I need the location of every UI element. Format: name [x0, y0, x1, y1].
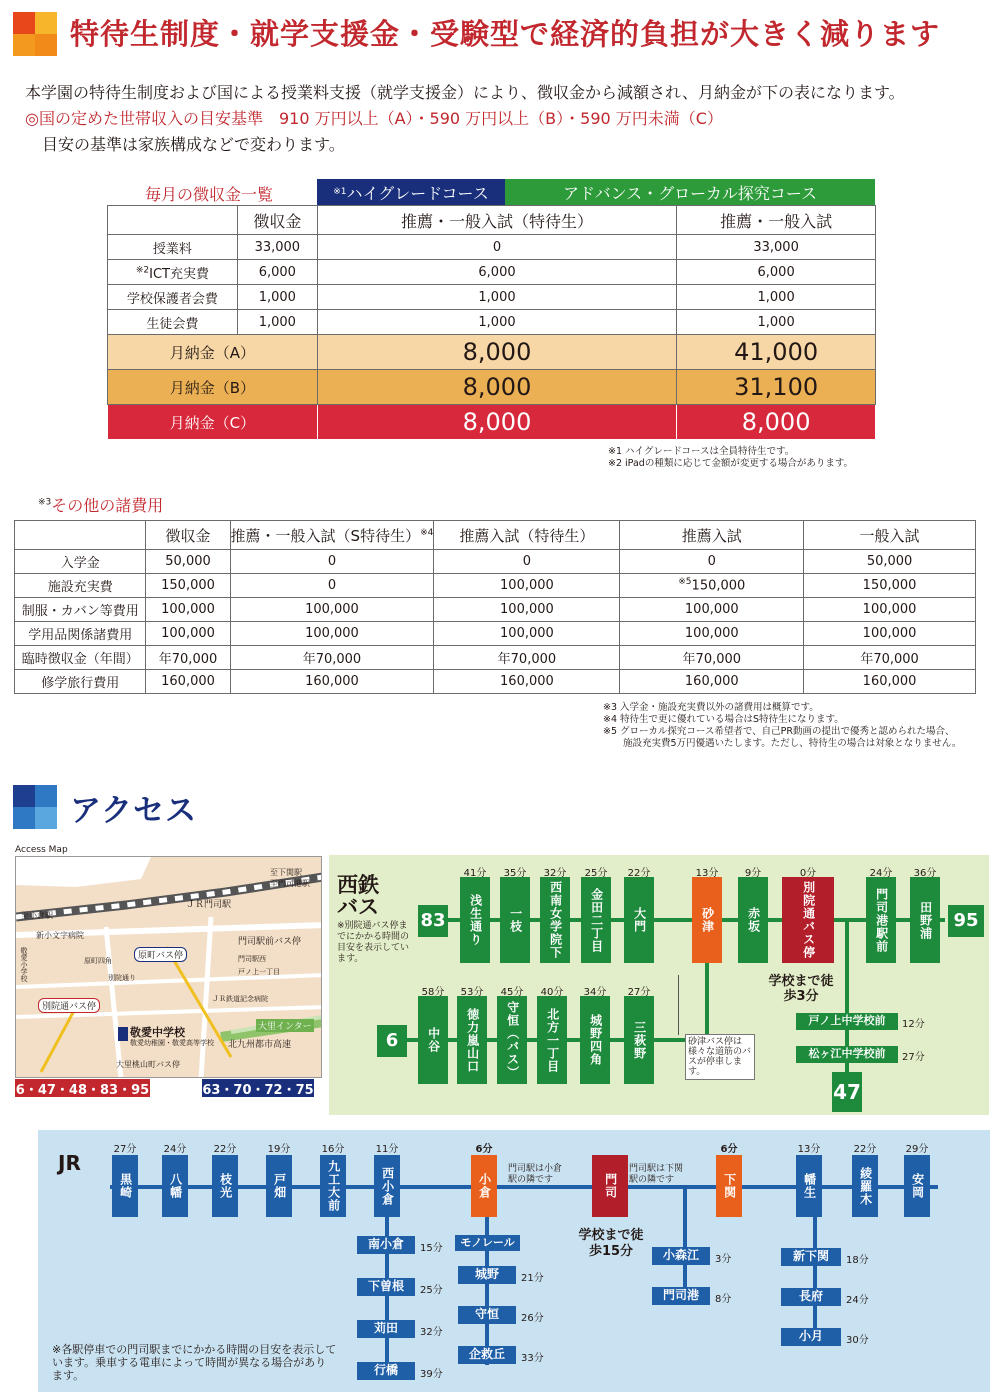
cell: 100,000	[434, 622, 620, 646]
row-label: 臨時徴収金（年間）	[15, 646, 146, 670]
cell: 1,000	[677, 285, 876, 310]
bus-stop-matsugae: 松ヶ江中学校前	[796, 1046, 898, 1063]
col-header: 徴収金	[237, 206, 317, 235]
jr-station-min: 11分	[375, 1144, 399, 1155]
total-value: 8,000	[317, 370, 676, 405]
course-name: ハイグレードコース	[346, 183, 489, 203]
bus-stop-min: 0分	[799, 868, 817, 879]
bus-stop-min: 58分	[421, 987, 445, 998]
bus-note: ※別院通バス停までにかかる時間の目安を表示しています。	[337, 921, 410, 964]
bus-stop-min: 34分	[583, 987, 607, 998]
jr-station-min: 16分	[321, 1144, 345, 1155]
jr-station-min: 33分	[521, 1353, 544, 1364]
col-header	[230, 521, 434, 550]
bus-stop: 中谷	[418, 996, 448, 1084]
route-47-badge: 47	[832, 1072, 862, 1112]
route-95-badge: 95	[948, 905, 984, 937]
access-title: アクセス	[70, 793, 198, 829]
map-place: 至小倉駅	[21, 911, 53, 920]
jr-station-min: 8分	[715, 1294, 732, 1305]
table-row	[108, 260, 876, 285]
bus-stop-min: 9分	[744, 868, 762, 879]
bus-stop-min: 22分	[627, 868, 651, 879]
footnote: ※3 入学金・施設充実費以外の諸費用は概算です。	[603, 702, 819, 713]
note-mark: ※3	[38, 497, 52, 508]
map-bus-stop: 原町バス停	[134, 947, 187, 962]
footnote: ※4 特待生で更に優れている場合はS特待生になります。	[603, 714, 844, 725]
jr-station-min: 3分	[715, 1254, 732, 1265]
route-6-badge: 6	[377, 1025, 407, 1057]
bus-title: バス	[337, 895, 379, 919]
note-mark: ※1	[333, 187, 347, 197]
other-fees-label	[38, 493, 163, 516]
map-place: 至門司港駅	[270, 879, 310, 888]
jr-branch-station: 小森江	[652, 1247, 710, 1265]
table-row	[15, 646, 976, 670]
total-value: 8,000	[317, 335, 676, 370]
jr-station: 幡生	[796, 1155, 822, 1217]
map-place: 大里桃山町バス停	[116, 1060, 180, 1069]
bus-stop-min: 12分	[902, 1019, 925, 1030]
cell: 0	[230, 550, 434, 574]
cell: 年70,000	[146, 646, 230, 670]
jr-line-branch	[683, 1185, 687, 1295]
cell	[620, 574, 804, 598]
jr-branch-station: 新下関	[781, 1248, 841, 1266]
cell: 年70,000	[804, 646, 976, 670]
table-corner	[15, 521, 146, 550]
bus-stop-tonoue: 戸ノ上中学校前	[796, 1013, 898, 1030]
criteria-note: 目安の基準は家族構成などで変わります。	[42, 135, 345, 154]
jr-branch-station: 南小倉	[357, 1236, 415, 1254]
total-value: 41,000	[677, 335, 876, 370]
bus-stop-min: 27分	[627, 987, 651, 998]
cell: 100,000	[804, 622, 976, 646]
jr-station: 綾羅木	[852, 1155, 878, 1217]
cell: 100,000	[434, 574, 620, 598]
total-value: 8,000	[677, 405, 876, 440]
cell: 160,000	[230, 670, 434, 694]
jr-branch-station: 長府	[781, 1288, 841, 1306]
cell-value: 150,000	[691, 578, 746, 594]
monorail-label: モノレール	[455, 1235, 520, 1251]
total-value: 8,000	[317, 405, 676, 440]
map-place: ＪＲ鉄道記念病院	[212, 995, 268, 1003]
jr-station: 西小倉	[374, 1155, 400, 1217]
cell: 年70,000	[230, 646, 434, 670]
map-place: 戸ノ上一丁目	[238, 968, 280, 976]
jr-station-min: 22分	[853, 1144, 877, 1155]
jr-station-min: 25分	[420, 1285, 443, 1296]
footnote: ※2 iPadの種類に応じて金額が変更する場合があります。	[608, 458, 854, 469]
cell: 100,000	[230, 622, 434, 646]
col-header: 推薦・一般入試（特待生）	[317, 206, 676, 235]
map-place: 大里インター	[256, 1019, 314, 1032]
bus-title: 西鉄	[337, 873, 379, 897]
jr-station: 枝光	[212, 1155, 238, 1217]
bus-stop-min: 53分	[460, 987, 484, 998]
jr-station-min: 26分	[521, 1313, 544, 1324]
jr-station: 門司	[592, 1155, 628, 1217]
bus-stop-min: 13分	[695, 868, 719, 879]
bus-stop-min: 25分	[584, 868, 608, 879]
cell: 100,000	[146, 622, 230, 646]
jr-branch-station: 下曽根	[357, 1278, 415, 1296]
cell: 100,000	[230, 598, 434, 622]
table-row	[108, 285, 876, 310]
bus-stop: 砂津	[692, 877, 722, 963]
bus-stop-min: 32分	[543, 868, 567, 879]
row-label: 授業料	[152, 241, 192, 257]
jr-station-min: 30分	[846, 1335, 869, 1346]
income-criteria: ◎国の定めた世帯収入の目安基準 910 万円以上（A）・590 万円以上（B）・590 万円未満（C）	[25, 109, 723, 128]
bus-stop-min: 41分	[463, 868, 487, 879]
shimonoseki-note: 門司駅は下関駅の隣です	[629, 1164, 684, 1185]
total-row-a	[108, 335, 876, 370]
jr-station-min: 19分	[267, 1144, 291, 1155]
bus-stop-min: 27分	[902, 1052, 925, 1063]
row-label: 入学金	[15, 550, 146, 574]
bus-routes-right: 63・70・72・75	[202, 1079, 314, 1097]
map-place: 門司駅西	[238, 955, 266, 963]
map-school-sub: 敬愛幼稚園・敬愛高等学校	[130, 1039, 214, 1047]
map-place: ＪＲ門司駅	[186, 900, 232, 910]
cell: 160,000	[620, 670, 804, 694]
other-fees-table	[14, 520, 976, 694]
jr-station-min: 15分	[420, 1243, 443, 1254]
cell: 100,000	[146, 598, 230, 622]
table-row	[15, 574, 976, 598]
map-place: 原町四角	[84, 957, 112, 965]
cell: 年70,000	[620, 646, 804, 670]
bus-walk-note: 学校まで徒歩3分	[768, 974, 834, 1004]
row-label: 学校保護者会費	[108, 285, 238, 310]
access-logo	[13, 785, 57, 829]
bus-stop: 三萩野	[624, 996, 654, 1084]
jr-station-min: 6分	[475, 1144, 493, 1155]
col-header: 徴収金	[146, 521, 230, 550]
total-label: 月納金（C）	[108, 405, 318, 440]
bus-routes-left: 6・47・48・83・95	[15, 1079, 150, 1097]
jr-station-min: 21分	[521, 1273, 544, 1284]
monthly-table-label: 毎月の徴収金一覧	[145, 185, 274, 204]
col-header: 一般入試	[804, 521, 976, 550]
jr-station: 九工大前	[320, 1155, 346, 1217]
cell: 6,000	[237, 260, 317, 285]
jr-station-min: 32分	[420, 1327, 443, 1338]
jr-station-min: 39分	[420, 1369, 443, 1380]
cell: 0	[620, 550, 804, 574]
note-mark: ※4	[420, 527, 434, 538]
kokura-note: 門司駅は小倉駅の隣です	[508, 1164, 563, 1185]
cell: 0	[317, 235, 676, 260]
bus-stop: 守恒（バス）	[497, 996, 527, 1084]
cell: 0	[230, 574, 434, 598]
footnote: ※5 グローカル探究コース希望者で、自己PR動画の提出で優秀と認められた場合、	[603, 726, 955, 737]
map-bus-stop-betsuin: 別院通バス停	[38, 998, 100, 1013]
bus-stop-min: 35分	[503, 868, 527, 879]
col-header: 推薦・一般入試	[677, 206, 876, 235]
bus-stop: 門司港駅前	[866, 877, 896, 963]
row-label: 施設充実費	[15, 574, 146, 598]
jr-station: 戸畑	[266, 1155, 292, 1217]
jr-title: JR	[58, 1151, 81, 1175]
cell: 160,000	[434, 670, 620, 694]
jr-branch-station: 苅田	[357, 1320, 415, 1338]
cell: 1,000	[317, 310, 676, 335]
cell: 年70,000	[434, 646, 620, 670]
jr-branch-station: 城野	[458, 1266, 516, 1284]
course-header-advance: アドバンス・グローカル探究コース	[505, 179, 875, 205]
total-label: 月納金（A）	[108, 335, 318, 370]
sunatsu-note: 砂津バス停は様々な道筋のバスが停車します。	[685, 1034, 755, 1080]
cell: 160,000	[146, 670, 230, 694]
intro-text: 本学園の特待生制度および国による授業料支援（就学支援金）により、徴収金から減額され、月納金が下の表になります。	[25, 83, 905, 102]
cell: 100,000	[620, 598, 804, 622]
cell: 33,000	[677, 235, 876, 260]
cell: 50,000	[804, 550, 976, 574]
bus-stop: 徳力嵐山口	[457, 996, 487, 1084]
cell: 50,000	[146, 550, 230, 574]
note-mark: ※2	[135, 265, 150, 276]
bus-stop: 一枝	[500, 877, 530, 963]
bus-stop: 城野四角	[580, 996, 610, 1084]
bus-stop-min: 45分	[500, 987, 524, 998]
jr-branch-station: 企救丘	[458, 1346, 516, 1364]
table-row	[108, 310, 876, 335]
jr-branch-station: 行橋	[357, 1362, 415, 1380]
cell: 100,000	[620, 622, 804, 646]
col-header: 推薦入試（特待生）	[434, 521, 620, 550]
jr-branch-station: 小月	[781, 1328, 841, 1346]
bus-stop: 浅生通り	[460, 877, 490, 963]
jr-station-min: 29分	[905, 1144, 929, 1155]
jr-station-min: 18分	[846, 1255, 869, 1266]
cell: 1,000	[237, 310, 317, 335]
cell: 1,000	[317, 285, 676, 310]
cell: 0	[434, 550, 620, 574]
jr-station-min: 24分	[163, 1144, 187, 1155]
cell: 6,000	[317, 260, 676, 285]
jr-station: 安岡	[904, 1155, 930, 1217]
jr-branch-station: 守恒	[458, 1306, 516, 1324]
row-label: 修学旅行費用	[15, 670, 146, 694]
jr-station: 下関	[716, 1155, 742, 1217]
school-marker	[118, 1027, 128, 1041]
bus-stop: 大門	[624, 877, 654, 963]
bus-stop-betsuin: 別院通バス停	[782, 877, 834, 963]
bus-stop-min: 36分	[913, 868, 937, 879]
cell: 150,000	[804, 574, 976, 598]
map-place: 北九州都市高速	[228, 1040, 292, 1050]
table-row	[15, 622, 976, 646]
note-connector	[678, 975, 680, 1035]
jr-branch-station: 門司港	[652, 1287, 710, 1305]
map-school: 敬愛中学校	[130, 1026, 185, 1039]
route-83-badge: 83	[418, 905, 448, 937]
map-place: 門司駅前バス停	[238, 937, 302, 947]
jr-station-min: 27分	[113, 1144, 137, 1155]
course-header-high-grade	[317, 179, 505, 205]
total-row-c	[108, 405, 876, 440]
map-place: 新小文字病院	[36, 931, 84, 940]
table-row	[15, 670, 976, 694]
cell: 1,000	[677, 310, 876, 335]
row-label: 学用品関係諸費用	[15, 622, 146, 646]
section-title: 特待生制度・就学支援金・受験型で経済的負担が大きく減ります	[70, 17, 941, 51]
total-label: 月納金（B）	[108, 370, 318, 405]
jr-station-min: 24分	[846, 1295, 869, 1306]
cell: 160,000	[804, 670, 976, 694]
jr-station-min: 22分	[213, 1144, 237, 1155]
bus-stop-min: 24分	[869, 868, 893, 879]
bus-stop: 北方一丁目	[537, 996, 567, 1084]
map-place: 至下関駅	[270, 868, 302, 877]
table-row	[15, 550, 976, 574]
cell: 100,000	[434, 598, 620, 622]
row-label: ICT充実費	[149, 266, 209, 282]
footnote: ※1 ハイグレードコースは全員特待生です。	[608, 446, 795, 457]
bus-stop: 田野浦	[910, 877, 940, 963]
bus-stop: 金田二丁目	[581, 877, 611, 963]
map-label: Access Map	[15, 845, 68, 855]
cell: 33,000	[237, 235, 317, 260]
cell: 100,000	[804, 598, 976, 622]
map-place: 別院通り	[108, 974, 136, 982]
jr-walk-note: 学校まで徒歩15分	[578, 1228, 644, 1259]
total-value: 31,100	[677, 370, 876, 405]
total-row-b	[108, 370, 876, 405]
table-row	[108, 235, 876, 260]
jr-station: 八幡	[162, 1155, 188, 1217]
monthly-fee-table	[107, 205, 876, 440]
bus-stop: 西南女学院下	[540, 877, 570, 963]
jr-station-min: 6分	[720, 1144, 738, 1155]
jr-station-min: 13分	[797, 1144, 821, 1155]
footnote: 施設充実費5万円優遇いたします。ただし、特待生の場合は対象となりません。	[623, 738, 962, 749]
col-header: 推薦入試	[620, 521, 804, 550]
bus-stop-min: 40分	[540, 987, 564, 998]
cell: 1,000	[237, 285, 317, 310]
jr-station: 小倉	[471, 1155, 497, 1217]
note-mark: ※5	[678, 577, 692, 588]
cell: 6,000	[677, 260, 876, 285]
access-map	[15, 856, 322, 1078]
row-label: 制服・カバン等費用	[15, 598, 146, 622]
row-label: 生徒会費	[108, 310, 238, 335]
map-place: 敬愛小学校	[20, 947, 28, 982]
label-text: その他の諸費用	[51, 496, 164, 515]
bus-stop: 赤坂	[738, 877, 768, 963]
cell: 150,000	[146, 574, 230, 598]
header-text: 推薦・一般入試（S特待生）	[230, 526, 421, 545]
table-row	[15, 598, 976, 622]
jr-note: ※各駅停車での門司駅までにかかる時間の目安を表示しています。乗車する電車によって時間が異なる場合があります。	[52, 1343, 337, 1382]
table-corner	[108, 206, 238, 235]
jr-station: 黒崎	[112, 1155, 138, 1217]
section-logo	[13, 12, 57, 56]
